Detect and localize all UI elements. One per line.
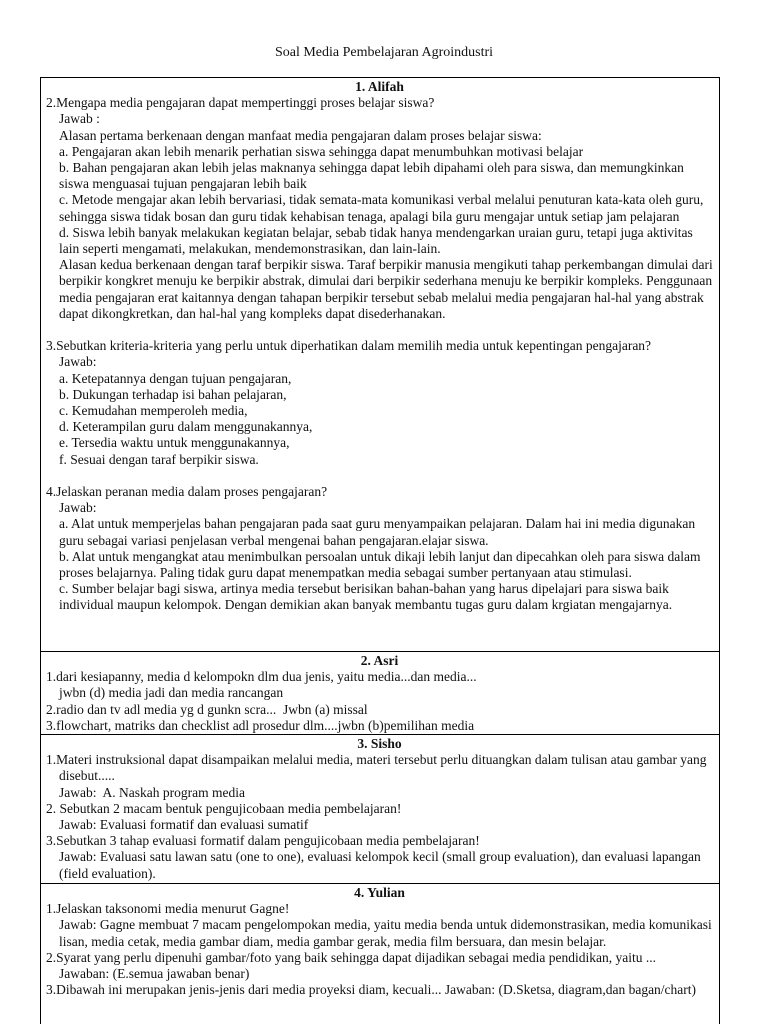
answer-point-b: b. Alat untuk mengangkat atau menimbulkan persoalan untuk dikaji lebih lanjut dan dipecahkan oleh para siswa dalam proses belajarnya. Paling tidak guru dapat menempatkan media sebagai sumber pertanyaan atau stimulasi. (59, 548, 704, 581)
section-heading: 4. Yulian (354, 885, 405, 900)
list-item: c. Kemudahan memperoleh media, (59, 403, 248, 419)
page-title: Soal Media Pembelajaran Agroindustri (274, 45, 494, 60)
answer-point-b: b. Bahan pengajaran akan lebih jelas maknanya sehingga dapat lebih dipahami oleh para siswa, dan memungkinkan siswa menguasai tujuan pengajaran lebih baik (59, 160, 688, 192)
list-item: b. Dukungan terhadap isi bahan pelajaran, (59, 386, 287, 402)
list-item: d. Keterampilan guru dalam menggunakannya, (59, 419, 313, 435)
question-3: 3.flowchart, matriks dan checklist adl prosedur dlm....jwbn (b)pemilihan media (46, 717, 475, 733)
question-2: 2.Syarat yang perlu dipenuhi gambar/foto yang baik sehingga dapat dijadikan sebagai media pendidikan, yaitu ... (46, 949, 656, 965)
question-1: 1.Jelaskan taksonomi media menurut Gagne! (46, 901, 290, 917)
answer-label: Jawab : (59, 111, 100, 127)
section-heading: 1. Alifah (355, 79, 404, 94)
answer-text: Jawaban: (E.semua jawaban benar) (59, 966, 250, 982)
answer-text: Jawab: Evaluasi satu lawan satu (one to one), evaluasi kelompok kecil (small group evaluation), dan evaluasi lapangan (field evaluation). (59, 849, 705, 881)
answer-text: jwbn (d) media jadi dan media rancangan (59, 685, 284, 701)
question-2: 2.Mengapa media pengajaran dapat mempertinggi proses belajar siswa? (46, 95, 435, 111)
list-item: e. Tersedia waktu untuk menggunakannya, (59, 435, 290, 451)
answer-point-c: c. Sumber belajar bagi siswa, artinya media tersebut berisikan bahan-bahan yang harus dipelajari para siswa baik individual maupun kelompok. Dengan demikian akan banyak membantu tugas guru dalam krgiatan mengajarnya. (59, 581, 673, 613)
question-4: 4.Jelaskan peranan media dalam proses pengajaran? (46, 484, 328, 500)
answer-text: Jawab: Gagne membuat 7 macam pengelompokan media, yaitu media benda untuk didemonstrasikan, media komunikasi lisan, media cetak, media gambar diam, media gambar gerak, media film bersuara, dan mesin belajar. (59, 917, 716, 949)
answer-label: Jawab: (59, 354, 97, 370)
answer-label: Jawab: (59, 500, 97, 516)
question-3: 3.Dibawah ini merupakan jenis-jenis dari media proyeksi diam, kecuali... Jawaban: (D.Sketsa, diagram,dan bagan/chart) (46, 982, 697, 998)
list-item: a. Ketepatannya dengan tujuan pengajaran, (59, 370, 292, 386)
question-1: 1.Materi instruksional dapat disampaikan melalui media, materi tersebut perlu dituangkan dalam tulisan atau gambar yang disebut..... (46, 752, 710, 784)
section-heading: 2. Asri (360, 653, 399, 668)
section-sisho (41, 736, 719, 884)
question-3: 3.Sebutkan kriteria-kriteria yang perlu untuk diperhatikan dalam memilih media untuk kepentingan pengajaran? (46, 338, 652, 354)
section-heading: 3. Sisho (357, 736, 402, 751)
answer-point-c: c. Metode mengajar akan lebih bervariasi, tidak semata-mata komunikasi verbal melalui penuturan kata-kata oleh guru, sehingga siswa tidak bosan dan guru tidak kehabisan tenaga, apalagi bila guru mengajar untuk setiap jam pelajaran (59, 192, 707, 224)
question-1: 1.dari kesiapanny, media d kelompokn dlm dua jenis, yaitu media...dan media... (46, 669, 477, 685)
answer-text: Jawab: Evaluasi formatif dan evaluasi sumatif (59, 817, 309, 833)
list-item: f. Sesuai dengan taraf berpikir siswa. (59, 451, 259, 467)
section-asri (41, 653, 719, 735)
answer-text: Alasan pertama berkenaan dengan manfaat media pengajaran dalam proses belajar siswa: (59, 127, 542, 143)
section-yulian (41, 885, 719, 998)
question-2: 2.radio dan tv adl media yg d gunkn scra... Jwbn (a) missal (46, 701, 368, 717)
section-alifah (41, 79, 719, 652)
answer-point-d: d. Siswa lebih banyak melakukan kegiatan belajar, sebab tidak hanya mendengarkan uraian guru, tetapi juga aktivitas lain seperti mengamati, melakukan, mendemonstrasikan, dan lain-lain. (59, 224, 697, 257)
answer-point-a: a. Alat untuk memperjelas bahan pengajaran pada saat guru menyampaikan pelajaran. Dalam hai ini media digunakan guru sebagai variasi penjelasan verbal mengenai bahan pengajaran.elajar siswa. (59, 516, 699, 548)
question-table (40, 77, 720, 1024)
answer-text: Jawab: A. Naskah program media (59, 784, 245, 800)
question-3: 3.Sebutkan 3 tahap evaluasi formatif dalam pengujicobaan media pembelajaran! (46, 833, 480, 849)
answer-point-a: a. Pengajaran akan lebih menarik perhatian siswa sehingga dapat menumbuhkan motivasi belajar (59, 143, 584, 159)
question-2: 2. Sebutkan 2 macam bentuk pengujicobaan media pembelajaran! (46, 800, 402, 816)
answer-text: Alasan kedua berkenaan dengan taraf berpikir siswa. Taraf berpikir manusia mengikuti tahap perkembangan dimulai dari berpikir kongkret menuju ke berpikir abstrak, dimulai dari berpikir sederhana menuju ke berpikir kompleks. Penggunaan media pengajaran erat kaitannya dengan tahapan berpikir tersebut sebab melalui media pengajaran hal-hal yang abstrak dapat dikongkretkan, dan hal-hal yang kompleks dapat disederhanakan. (59, 257, 717, 321)
